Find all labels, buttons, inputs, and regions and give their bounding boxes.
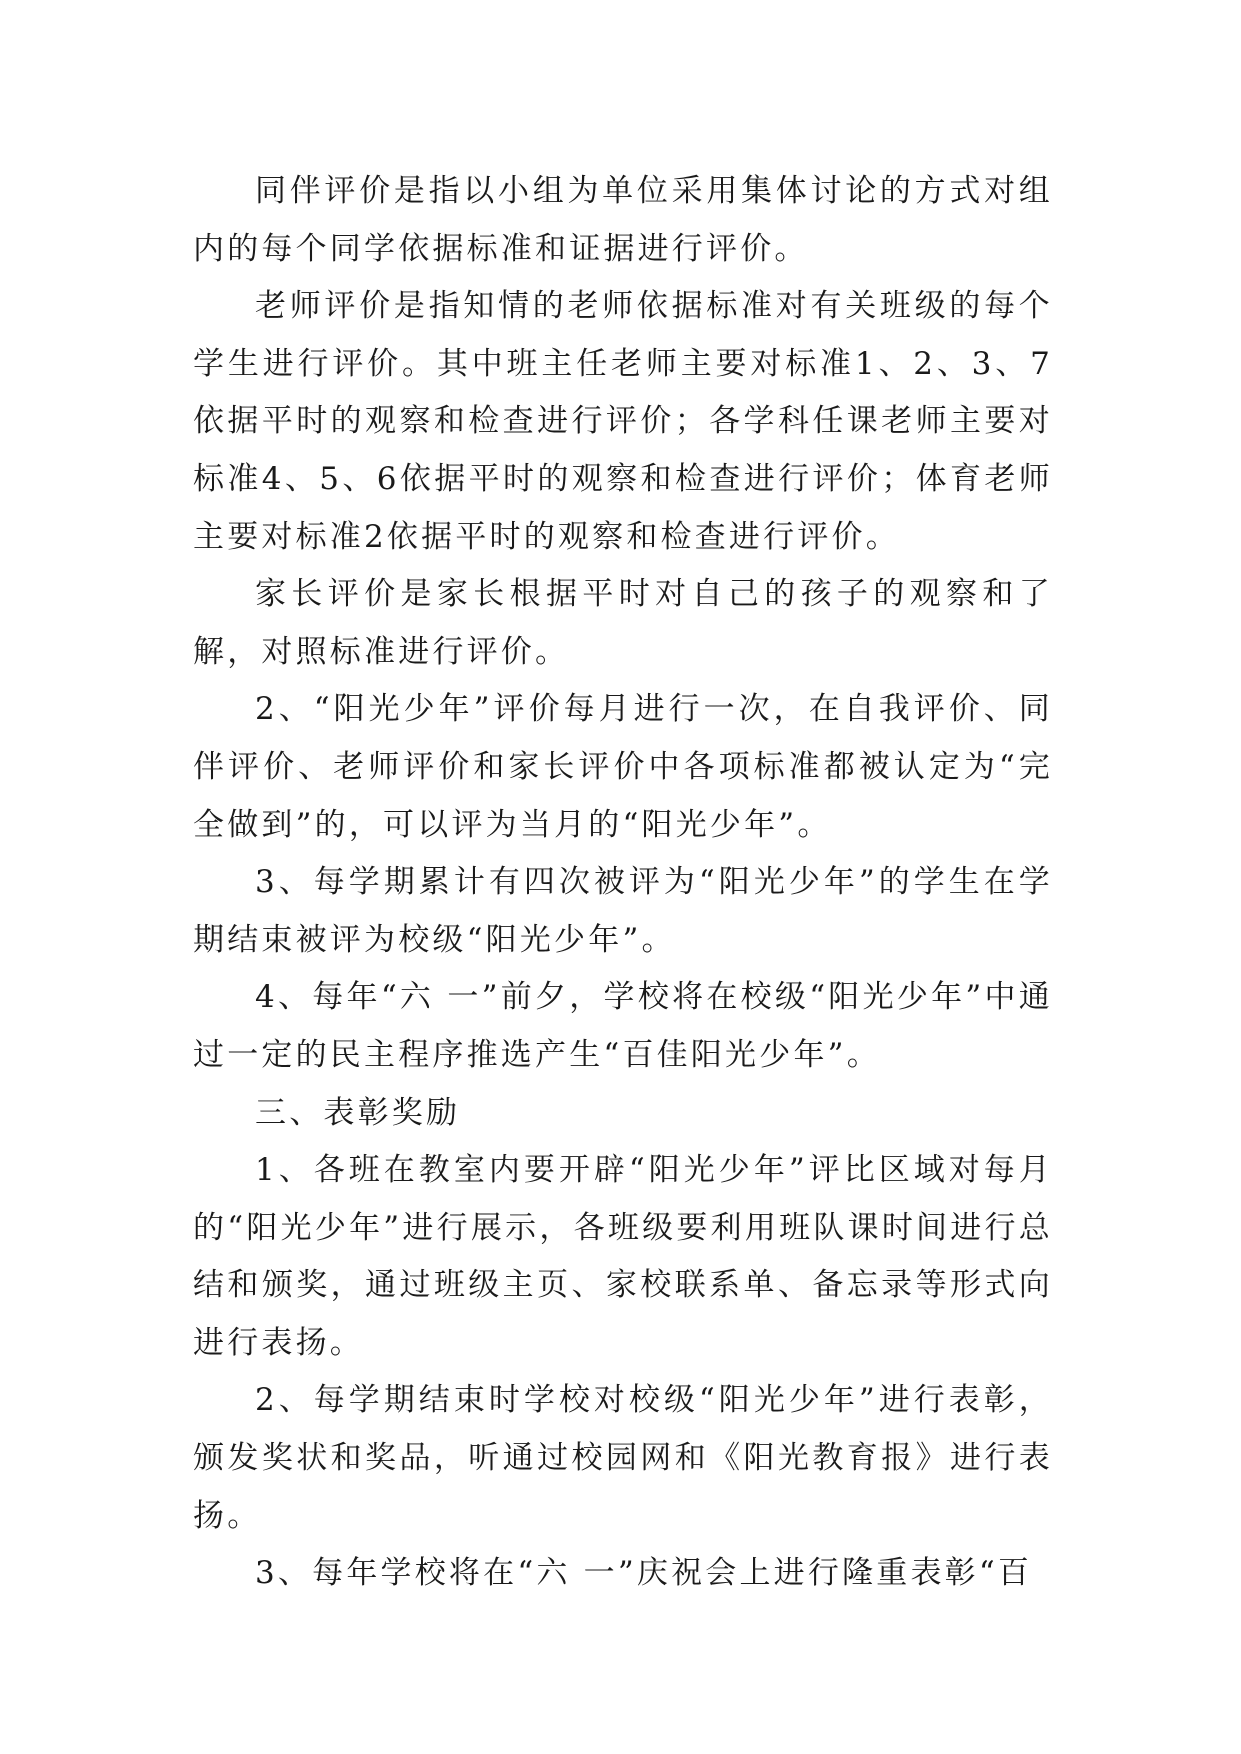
document-body (193, 163, 1053, 1603)
section-heading-awards: 三、表彰奖励 (255, 1094, 461, 1131)
paragraph-teacher-evaluation: 老师评价是指知情的老师依据标准对有关班级的每个学生进行评价。其中班主任老师主要对标准1、2、3、7依据平时的观察和检查进行评价；各学科任课老师主要对标准4、5、6依据平时的观察和检查进行评价；体育老师主要对标准2依据平时的观察和检查进行评价。 (193, 288, 1053, 555)
paragraph-semester-evaluation: 3、每学期累计有四次被评为“阳光少年”的学生在学期结束被评为校级“阳光少年”。 (193, 864, 1053, 958)
paragraph-childrens-day-selection: 4、每年“六 一”前夕，学校将在校级“阳光少年”中通过一定的民主程序推选产生“百佳阳光少年”。 (193, 979, 1053, 1073)
paragraph-semester-awards: 2、每学期结束时学校对校级“阳光少年”进行表彰，颁发奖状和奖品，听通过校园网和《阳光教育报》进行表扬。 (193, 1382, 1053, 1534)
paragraph-celebration-awards: 3、每年学校将在“六 一”庆祝会上进行隆重表彰“百 (255, 1555, 1033, 1592)
paragraph-peer-evaluation: 同伴评价是指以小组为单位采用集体讨论的方式对组内的每个同学依据标准和证据进行评价。 (193, 173, 1053, 267)
paragraph-class-display: 1、各班在教室内要开辟“阳光少年”评比区域对每月的“阳光少年”进行展示，各班级要利用班队课时间进行总结和颁奖，通过班级主页、家校联系单、备忘录等形式向进行表扬。 (193, 1152, 1053, 1361)
paragraph-parent-evaluation: 家长评价是家长根据平时对自己的孩子的观察和了解，对照标准进行评价。 (193, 576, 1053, 670)
paragraph-monthly-evaluation: 2、“阳光少年”评价每月进行一次，在自我评价、同伴评价、老师评价和家长评价中各项标准都被认定为“完全做到”的，可以评为当月的“阳光少年”。 (193, 691, 1053, 843)
